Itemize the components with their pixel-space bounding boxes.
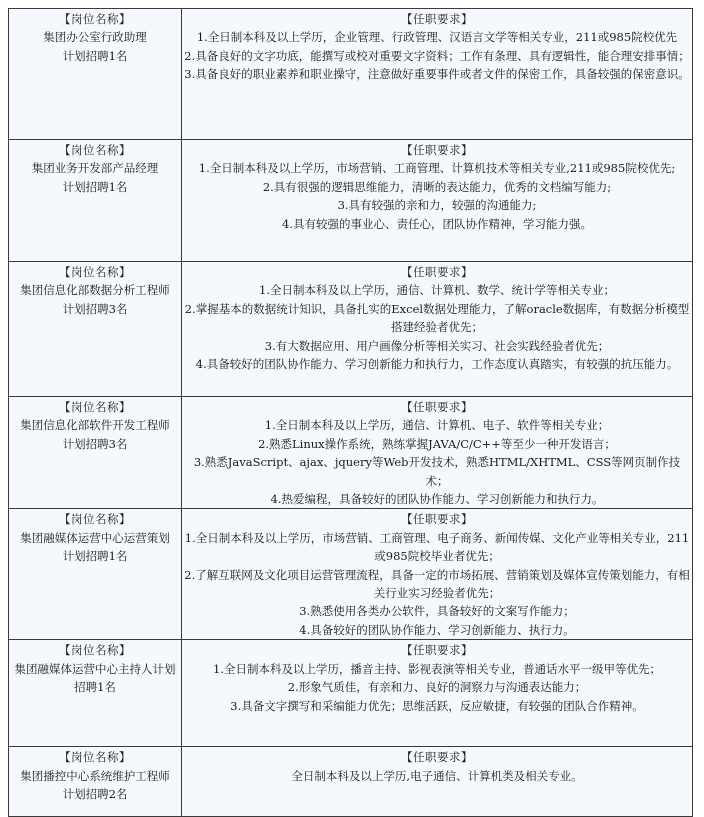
job-row bbox=[9, 509, 693, 640]
jobs-body bbox=[9, 9, 693, 817]
job-title-cell bbox=[9, 397, 182, 509]
job-row bbox=[9, 9, 693, 140]
requirements-label: 【任职要求】 bbox=[401, 12, 473, 26]
job-requirements-cell bbox=[182, 9, 693, 140]
requirement-item: 1.全日制本科及以上学历，通信、计算机、数学、统计学等相关专业； bbox=[259, 283, 615, 298]
job-requirements-cell bbox=[182, 747, 693, 817]
requirement-item: 4.具备较好的团队协作能力、学习创新能力和执行力，工作态度认真踏实，有较强的抗压能力。 bbox=[195, 357, 679, 372]
job-name: 集团播控中心系统维护工程师 bbox=[20, 768, 170, 783]
job-title-label: 【岗位名称】 bbox=[59, 643, 131, 658]
requirement-item: 2.具备良好的文字功底，能撰写或校对重要文字资料；工作有条理、具有逻辑性，能合理安排事情； bbox=[184, 48, 690, 63]
requirement-item: 2.掌握基本的数据统计知识，具备扎实的Excel数据处理能力，了解oracle数据库，有数据分析模型搭建经验者优先； bbox=[184, 301, 690, 335]
job-title-label: 【岗位名称】 bbox=[59, 512, 131, 527]
job-title-label: 【岗位名称】 bbox=[59, 265, 131, 279]
job-name: 集团信息化部数据分析工程师 bbox=[20, 283, 170, 298]
job-requirements-cell bbox=[182, 397, 693, 509]
job-requirements-cell bbox=[182, 509, 693, 640]
job-title-label: 【岗位名称】 bbox=[59, 400, 131, 414]
requirement-item: 1.全日制本科及以上学历，播音主持、影视表演等相关专业，普通话水平一级甲等优先； bbox=[213, 661, 661, 676]
requirement-item: 2.了解互联网及文化项目运营管理流程，具备一定的市场拓展、营销策划及媒体宣传策划能力，有相关行业实习经验者优先； bbox=[184, 567, 690, 601]
job-row bbox=[9, 640, 693, 747]
job-row bbox=[9, 397, 693, 509]
requirement-item: 3.熟悉使用各类办公软件，具备较好的文案写作能力； bbox=[299, 604, 575, 619]
job-title-label: 【岗位名称】 bbox=[59, 750, 131, 765]
requirements-label: 【任职要求】 bbox=[401, 265, 473, 279]
requirement-item: 4.热爱编程，具备较好的团队协作能力、学习创新能力和执行力。 bbox=[270, 492, 604, 507]
requirement-item: 3.具备文字撰写和采编能力优先；思维活跃，反应敏捷，有较强的团队合作精神。 bbox=[230, 698, 644, 713]
requirement-item: 1.全日制本科及以上学历，企业管理、行政管理、汉语言文学等相关专业，211或985院校优先 bbox=[196, 30, 678, 45]
job-name: 集团业务开发部产品经理 bbox=[31, 161, 159, 176]
job-title-cell bbox=[9, 640, 182, 747]
requirement-item: 3.具有较强的亲和力，较强的沟通能力; bbox=[337, 198, 537, 213]
job-title-cell bbox=[9, 140, 182, 262]
job-title-cell bbox=[9, 262, 182, 397]
job-name: 集团信息化部软件开发工程师 bbox=[20, 418, 170, 433]
job-title-cell bbox=[9, 747, 182, 817]
requirement-item: 2.具有很强的逻辑思维能力，清晰的表达能力，优秀的文档编写能力; bbox=[262, 179, 612, 194]
requirement-item: 3.熟悉JavaScript、ajax、jquery等Web开发技术，熟悉HTML/XHTML、CSS等网页制作技术； bbox=[193, 455, 681, 488]
job-requirements-cell bbox=[182, 262, 693, 397]
job-hire-count: 计划招聘3名 bbox=[62, 436, 128, 451]
requirements-label: 【任职要求】 bbox=[401, 643, 473, 658]
job-hire-count: 计划招聘1名 bbox=[62, 179, 128, 194]
job-hire-count: 计划招聘1名 bbox=[62, 549, 128, 564]
requirement-item: 全日制本科及以上学历,电子通信、计算机类及相关专业。 bbox=[291, 768, 583, 783]
job-title-cell bbox=[9, 509, 182, 640]
requirements-label: 【任职要求】 bbox=[401, 400, 473, 414]
jobs-table bbox=[8, 8, 693, 817]
requirement-item: 1.全日制本科及以上学历，市场营销、工商管理、电子商务、新闻传媒、文化产业等相关专业，211或985院校毕业者优先； bbox=[184, 530, 690, 564]
job-title-label: 【岗位名称】 bbox=[59, 143, 131, 157]
job-row bbox=[9, 747, 693, 817]
job-requirements-cell bbox=[182, 640, 693, 747]
requirement-item: 1.全日制本科及以上学历，市场营销、工商管理、计算机技术等相关专业,211或985院校优先; bbox=[198, 161, 676, 176]
job-hire-count: 计划招聘3名 bbox=[62, 301, 128, 316]
job-title-label: 【岗位名称】 bbox=[59, 12, 131, 26]
requirements-label: 【任职要求】 bbox=[401, 143, 473, 157]
requirement-item: 3.有大数据应用、用户画像分析等相关实习、社会实践经验者优先； bbox=[264, 338, 610, 353]
requirements-label: 【任职要求】 bbox=[401, 512, 473, 527]
job-row bbox=[9, 140, 693, 262]
requirement-item: 1.全日制本科及以上学历，通信、计算机、电子、软件等相关专业； bbox=[264, 418, 610, 433]
job-name: 集团办公室行政助理 bbox=[43, 30, 147, 45]
job-requirements-cell bbox=[182, 140, 693, 262]
job-name: 集团融媒体运营中心主持人计划招聘1名 bbox=[14, 661, 176, 695]
job-name: 集团融媒体运营中心运营策划 bbox=[20, 530, 170, 545]
requirement-item: 4.具备较好的团队协作能力、学习创新能力、执行力。 bbox=[299, 622, 575, 637]
job-title-cell bbox=[9, 9, 182, 140]
requirement-item: 2.形象气质佳，有亲和力、良好的洞察力与沟通表达能力； bbox=[287, 680, 587, 695]
requirement-item: 2.熟悉Linux操作系统，熟练掌握JAVA/C/C++等至少一种开发语言； bbox=[258, 436, 616, 451]
job-row bbox=[9, 262, 693, 397]
requirement-item: 4.具有较强的事业心、责任心，团队协作精神，学习能力强。 bbox=[282, 216, 592, 231]
requirements-label: 【任职要求】 bbox=[401, 750, 473, 765]
job-hire-count: 计划招聘2名 bbox=[62, 787, 128, 802]
job-hire-count: 计划招聘1名 bbox=[62, 48, 128, 63]
requirement-item: 3.具备良好的职业素养和职业操守，注意做好重要事件或者文件的保密工作，具备较强的保密意识。 bbox=[184, 67, 690, 82]
